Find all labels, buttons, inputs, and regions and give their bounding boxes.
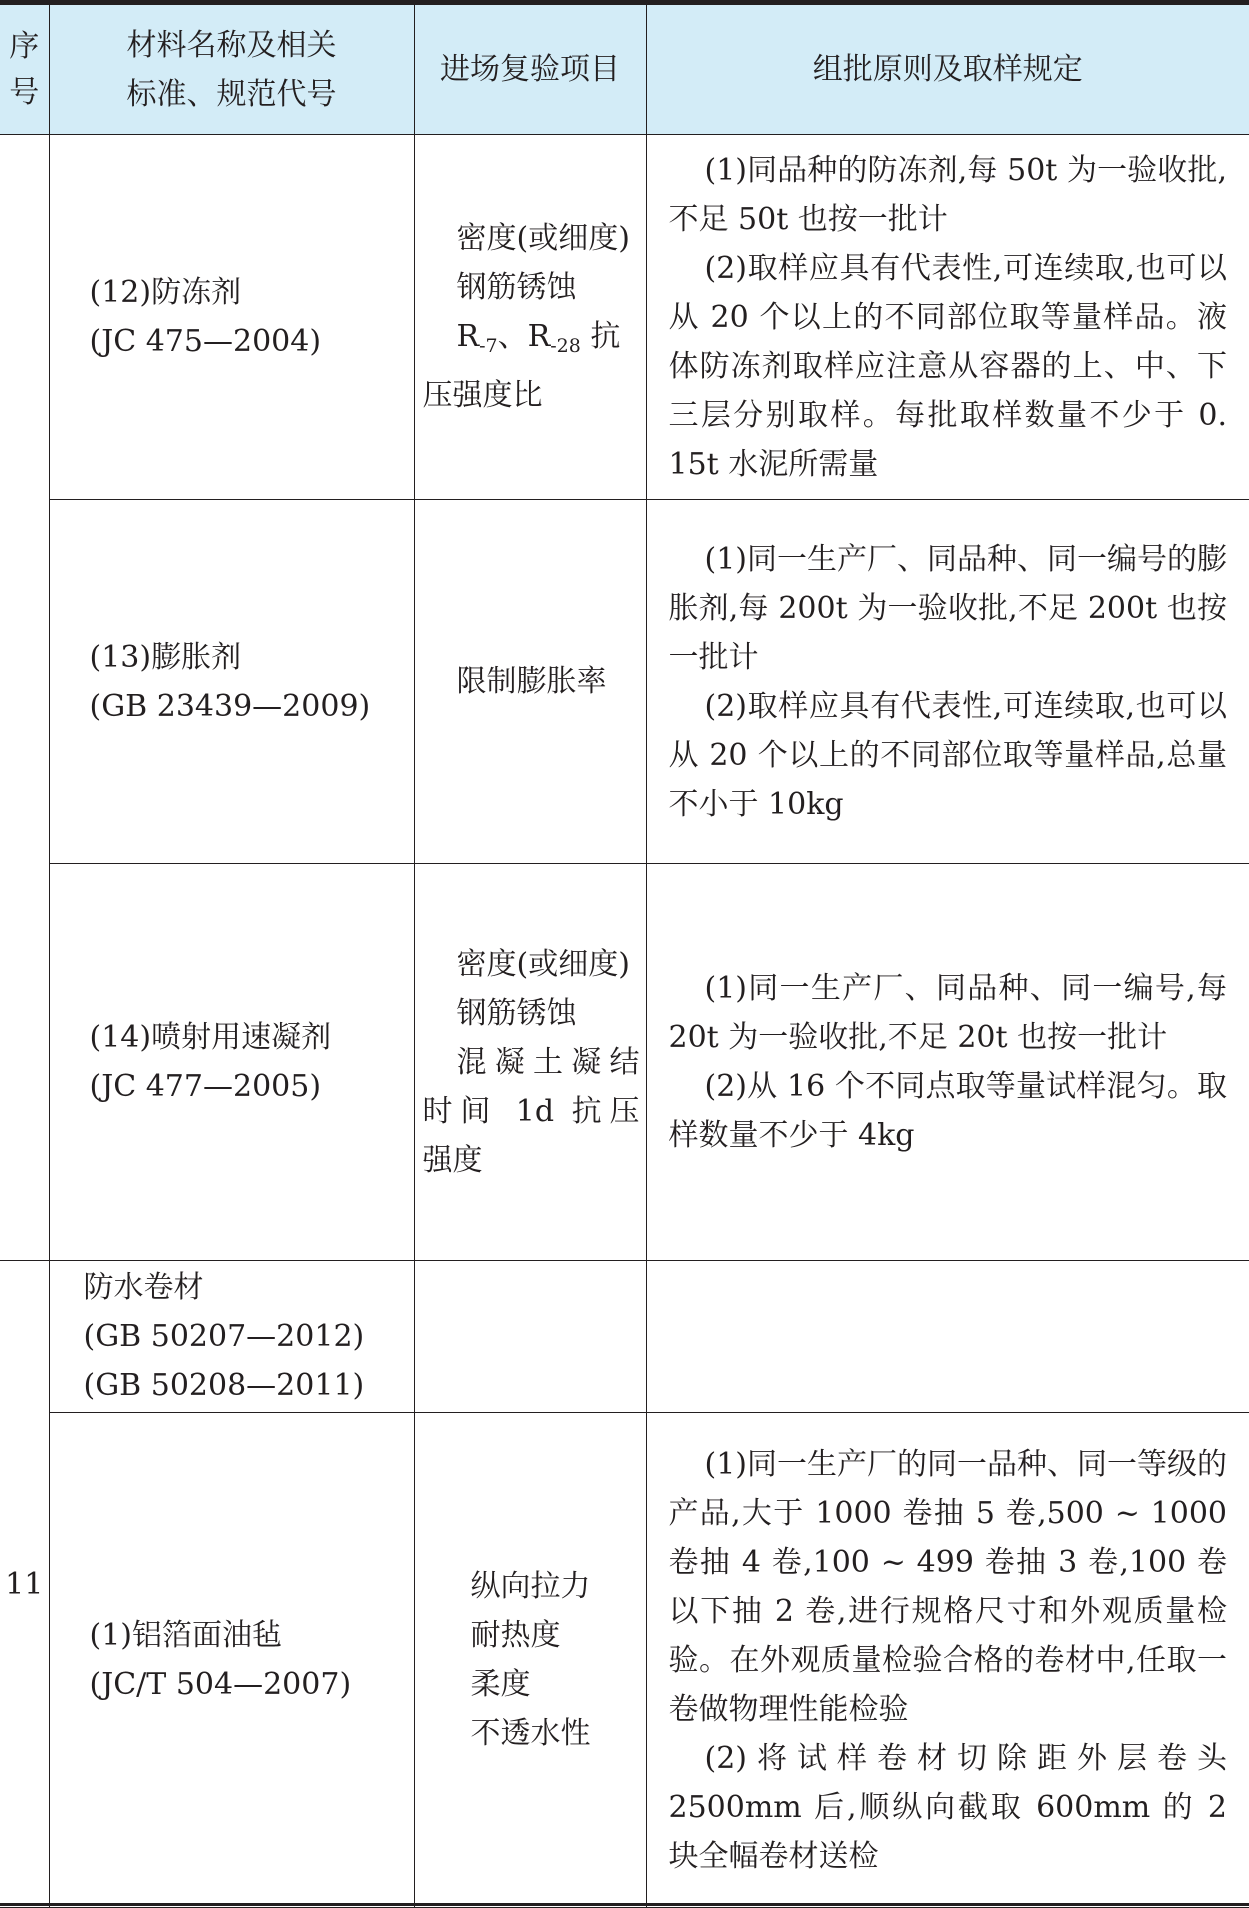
header-material-line-2: 标准、规范代号 [126,76,337,112]
material-spec-table [0,4,1249,1908]
rule-paragraph: (1)同品种的防冻剂,每 50t 为一验收批,不足 50t 也按一批计 [668,152,1227,237]
header-material-line-1: 材料名称及相关 [126,27,337,63]
batch-rules-cell [646,500,1249,864]
test-item: 纵向拉力 [470,1569,591,1604]
batch-rules-cell [646,135,1249,500]
test-item: 柔度 [470,1667,531,1702]
material-cell [49,135,414,500]
test-items-cell-empty [414,1261,646,1413]
material-name: (1)铝箔面油毡 [89,1618,282,1653]
material-name: (14)喷射用速凝剂 [89,1020,332,1055]
material-standard: (JC/T 504—2007) [89,1667,352,1702]
test-item: 混凝土凝结 [456,1044,640,1080]
header-material [49,5,414,135]
material-standard: (GB 50207—2012) [83,1319,365,1354]
test-items-cell [414,135,646,500]
material-name: (13)膨胀剂 [89,639,242,675]
rule-paragraph: (2)从 16 个不同点取等量试样混匀。取样数量不少于 4kg [668,1069,1227,1153]
batch-rules-cell [646,1413,1249,1908]
test-items-cell [414,1413,646,1908]
material-standard: (GB 23439—2009) [89,688,371,724]
test-item: 钢筋锈蚀 [456,995,577,1031]
test-item: 不透水性 [470,1716,591,1751]
batch-rules-cell [646,864,1249,1261]
test-item: 耐热度 [470,1618,561,1653]
material-cell [49,1261,414,1413]
material-cell [49,864,414,1261]
rule-paragraph: (2)取样应具有代表性,可连续取,也可以从 20 个以上的不同部位取等量样品,总量不小于 10kg [668,688,1227,822]
rule-paragraph: (2)取样应具有代表性,可连续取,也可以从 20 个以上的不同部位取等量样品。液体防冻剂取样应注意从容器的上、中、下三层分别取样。每批取样数量不少于 0. 15t 水泥所需量 [668,250,1227,482]
table-row [0,135,1249,500]
table-row [0,1413,1249,1908]
material-standard: (GB 50208—2011) [83,1368,365,1403]
test-item: 强度 [422,1142,483,1178]
table-row [0,500,1249,864]
rule-paragraph: (2)将试样卷材切除距外层卷头 2500mm 后,顺纵向截取 600mm 的 2 块全幅卷材送检 [668,1740,1227,1874]
seq-cell-empty [0,135,49,1261]
seq-cell: 11 [0,1261,49,1908]
material-cell [49,1413,414,1908]
header-batch-rules: 组批原则及取样规定 [646,5,1249,135]
table-row [0,1261,1249,1413]
material-name: 防水卷材 [83,1270,204,1305]
test-item-strength-ratio: $R_{-7}$、$R_{-28}$ 抗 [456,319,621,357]
rule-paragraph: (1)同一生产厂、同品种、同一编号,每 20t 为一验收批,不足 20t 也按一批计 [668,971,1227,1055]
test-item: 时间 1d 抗压 [422,1093,640,1129]
test-items-cell [414,864,646,1261]
header-row [0,5,1249,135]
table-row [0,864,1249,1261]
rule-paragraph: (1)同一生产厂、同品种、同一编号的膨胀剂,每 200t 为一验收批,不足 200t 也按一批计 [668,541,1227,675]
material-name: (12)防冻剂 [89,275,242,310]
material-standard: (JC 477—2005) [89,1069,322,1104]
header-test-items: 进场复验项目 [414,5,646,135]
material-cell [49,500,414,864]
material-standard: (JC 475—2004) [89,324,322,359]
test-item: 限制膨胀率 [456,664,607,699]
test-items-cell [414,500,646,864]
test-item: 钢筋锈蚀 [456,270,577,305]
test-item-wrap: 压强度比 [422,378,543,413]
rule-paragraph: (1)同一生产厂的同一品种、同一等级的产品,大于 1000 卷抽 5 卷,500 ~ 1000 卷抽 4 卷,100 ~ 499 卷抽 3 卷,100 卷以下抽 2 卷,进行规格尺寸和外观质量检验。在外观质量检验合格的卷材中,任取一卷做物理性能检验 [668,1446,1227,1727]
test-item: 密度(或细度) [456,946,630,982]
batch-rules-cell-empty [646,1261,1249,1413]
header-seq: 序号 [0,5,49,135]
test-item: 密度(或细度) [456,221,630,256]
